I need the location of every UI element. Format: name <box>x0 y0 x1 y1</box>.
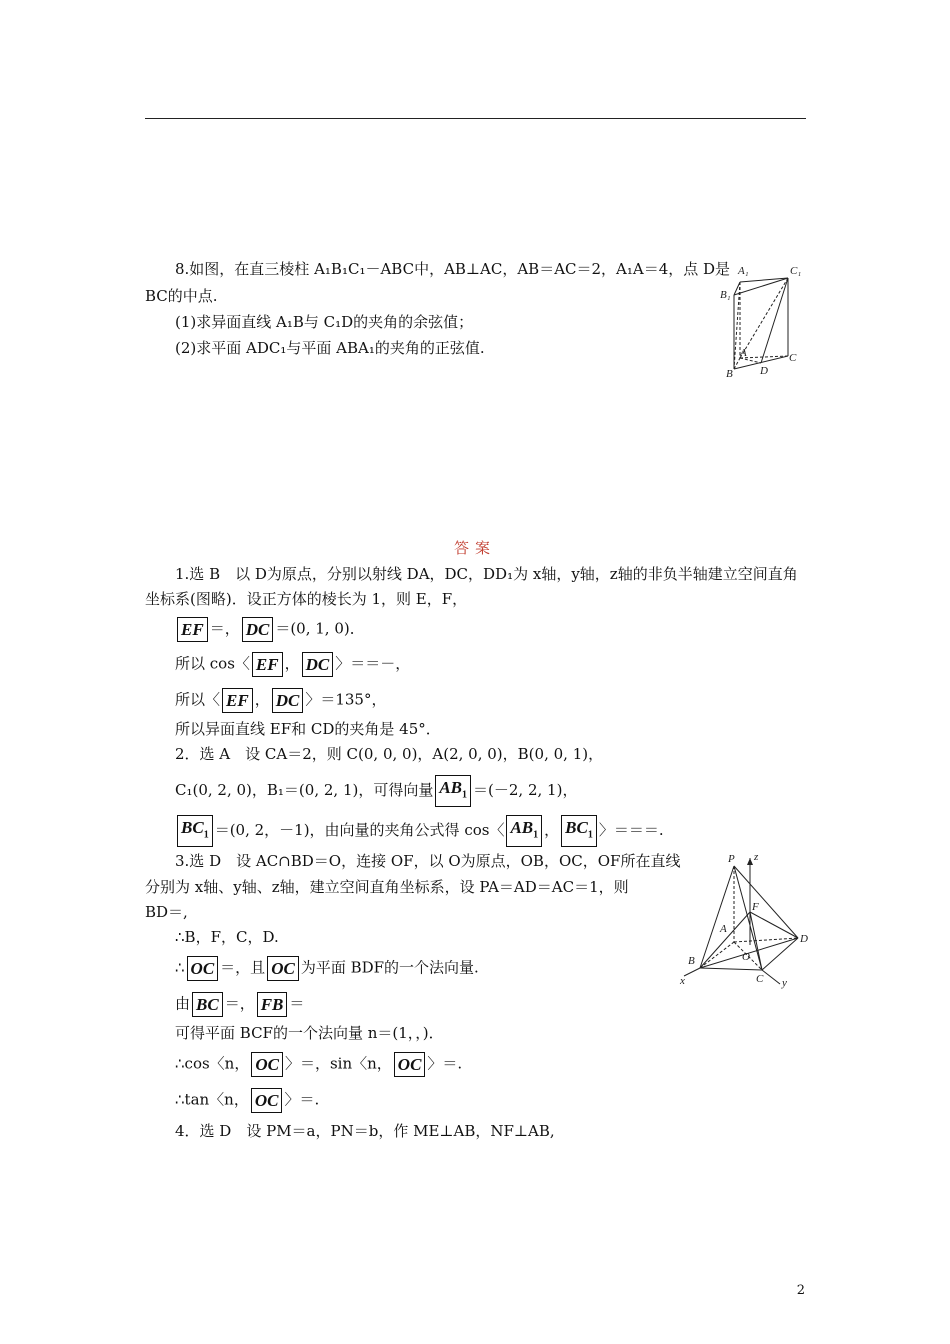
vector-BC1 <box>561 815 597 847</box>
text: ＝(－2, 2, 1)， <box>473 781 578 800</box>
a1-line1: 1.选 B 以 D为原点，分别以射线 DA，DC，DD₁为 x轴，y轴，z轴的非负半轴建立空间直角 <box>175 565 798 583</box>
text: 为平面 BDF的一个法向量. <box>300 958 479 977</box>
subscript: 1 <box>533 829 539 841</box>
vector-AB1 <box>435 775 471 807</box>
a1-line2: 坐标系(图略)．设正方体的棱长为 1，则 E，F， <box>145 590 468 608</box>
a2-line3 <box>175 815 664 847</box>
a1-line6: 所以异面直线 EF和 CD的夹角是 45°． <box>175 720 441 738</box>
a3-line4: ∴B，F，C，D. <box>175 928 279 946</box>
text: BC <box>565 818 588 837</box>
text: 〉＝. <box>427 1054 463 1073</box>
edge-BA <box>700 942 734 968</box>
text: 〉＝，sin〈n， <box>284 1054 392 1073</box>
q8-part1: (1)求异面直线 A₁B与 C₁D的夹角的余弦值； <box>175 313 474 331</box>
subscript: 1 <box>462 789 468 801</box>
a1-line4 <box>175 652 410 677</box>
answers-title: 答案 <box>453 539 496 557</box>
vector-DC: DC <box>272 688 304 713</box>
edge-PB <box>700 866 734 968</box>
edge <box>740 278 788 358</box>
vector-OC: OC <box>251 1052 283 1077</box>
label-A: A <box>740 347 747 359</box>
text: 所以 cos〈 <box>175 654 250 673</box>
label-x: x <box>680 975 685 987</box>
vector-AB1 <box>506 815 542 847</box>
label-O: O <box>742 951 750 963</box>
label-y: y <box>782 977 787 989</box>
label-B1: B₁ <box>720 289 731 301</box>
q8-part2: (2)求平面 ADC₁与平面 ABA₁的夹角的正弦值. <box>175 339 485 357</box>
vector-DC: DC <box>242 617 274 642</box>
text: C₁(0, 2, 0)，B₁＝(0, 2, 1)，可得向量 <box>175 781 434 800</box>
a3-line8 <box>175 1052 462 1077</box>
a2-line2 <box>175 775 577 807</box>
q8-line1: 8.如图，在直三棱柱 A₁B₁C₁－ABC中，AB⊥AC，AB＝AC＝2，A₁A＝4，点 D是 <box>175 260 731 278</box>
label-P: P <box>728 853 735 865</box>
a3-line6 <box>175 992 304 1017</box>
label-A: A <box>720 923 727 935</box>
a3-line3: BD＝, <box>145 903 188 921</box>
text: ∴tan〈n， <box>175 1090 249 1109</box>
text: ， <box>544 821 560 840</box>
text: ＝(0, 2，－1)，由向量的夹角公式得 cos〈 <box>214 821 505 840</box>
label-C: C <box>789 352 797 364</box>
q8-line2: BC的中点. <box>145 287 218 305</box>
text: 由 <box>175 994 191 1013</box>
label-D: D <box>800 933 808 945</box>
pyramid-figure <box>676 850 816 990</box>
edge-FD <box>750 912 798 938</box>
label-B: B <box>688 955 695 967</box>
text: ＝ <box>289 994 305 1013</box>
text: 〉＝＝－， <box>335 654 411 673</box>
header-rule <box>145 118 806 119</box>
text: ， <box>284 654 300 673</box>
vector-EF: EF <box>252 652 283 677</box>
text: ∴cos〈n， <box>175 1054 250 1073</box>
vector-BC: BC <box>192 992 223 1017</box>
subscript: 1 <box>587 829 593 841</box>
edge-CD <box>762 938 798 970</box>
text: ， <box>254 690 270 709</box>
vector-OC: OC <box>187 956 219 981</box>
text: AB <box>439 778 463 797</box>
vector-OC: OC <box>267 956 299 981</box>
vector-EF: EF <box>177 617 208 642</box>
prism-figure <box>718 262 810 380</box>
page-number: 2 <box>796 1283 805 1298</box>
axis-z-arrow <box>747 858 753 865</box>
label-D: D <box>760 365 768 377</box>
vector-FB: FB <box>257 992 288 1017</box>
axis-x <box>684 968 700 976</box>
a3-line2: 分别为 x轴、y轴、z轴，建立空间直角坐标系，设 PA＝AD＝AC＝1，则 <box>145 878 629 896</box>
a1-line5 <box>175 688 386 713</box>
text: 〉＝135°， <box>305 690 387 709</box>
a3-line1: 3.选 D 设 AC∩BD＝O，连接 OF，以 O为原点，OB，OC，OF所在直线 <box>175 852 681 870</box>
a1-line3 <box>175 617 365 642</box>
vector-BC1 <box>177 815 213 847</box>
a3-line7: 可得平面 BCF的一个法向量 n＝(1，，)． <box>175 1024 444 1042</box>
vector-OC: OC <box>394 1052 426 1077</box>
a2-line1: 2．选 A 设 CA＝2，则 C(0, 0, 0)，A(2, 0, 0)，B(0, 0, 1)， <box>175 745 604 763</box>
text: ∴ <box>175 958 185 977</box>
text: BC <box>181 818 204 837</box>
subscript: 1 <box>203 829 209 841</box>
a3-line5 <box>175 956 479 981</box>
label-F: F <box>752 901 759 913</box>
label-A1: A₁ <box>738 265 749 277</box>
axis-y <box>762 970 780 984</box>
label-B: B <box>726 368 733 380</box>
vector-DC: DC <box>302 652 334 677</box>
label-C: C <box>756 973 764 985</box>
text: ＝， <box>209 619 240 638</box>
a4-line1: 4．选 D 设 PM＝a，PN＝b，作 ME⊥AB，NF⊥AB, <box>175 1122 555 1140</box>
a3-line9 <box>175 1088 319 1113</box>
text: AB <box>510 818 534 837</box>
text: ＝， <box>224 994 255 1013</box>
text: 〉＝. <box>284 1090 320 1109</box>
text: 所以〈 <box>175 690 221 709</box>
label-z: z <box>754 851 759 863</box>
vector-EF: EF <box>222 688 253 713</box>
edge <box>761 278 788 363</box>
vector-OC: OC <box>251 1088 283 1113</box>
text: ＝，且 <box>220 958 266 977</box>
text: ＝(0, 1, 0)． <box>275 619 365 638</box>
text: 〉＝＝＝. <box>598 821 664 840</box>
label-C1: C₁ <box>790 265 802 277</box>
edge-BC <box>700 968 762 970</box>
